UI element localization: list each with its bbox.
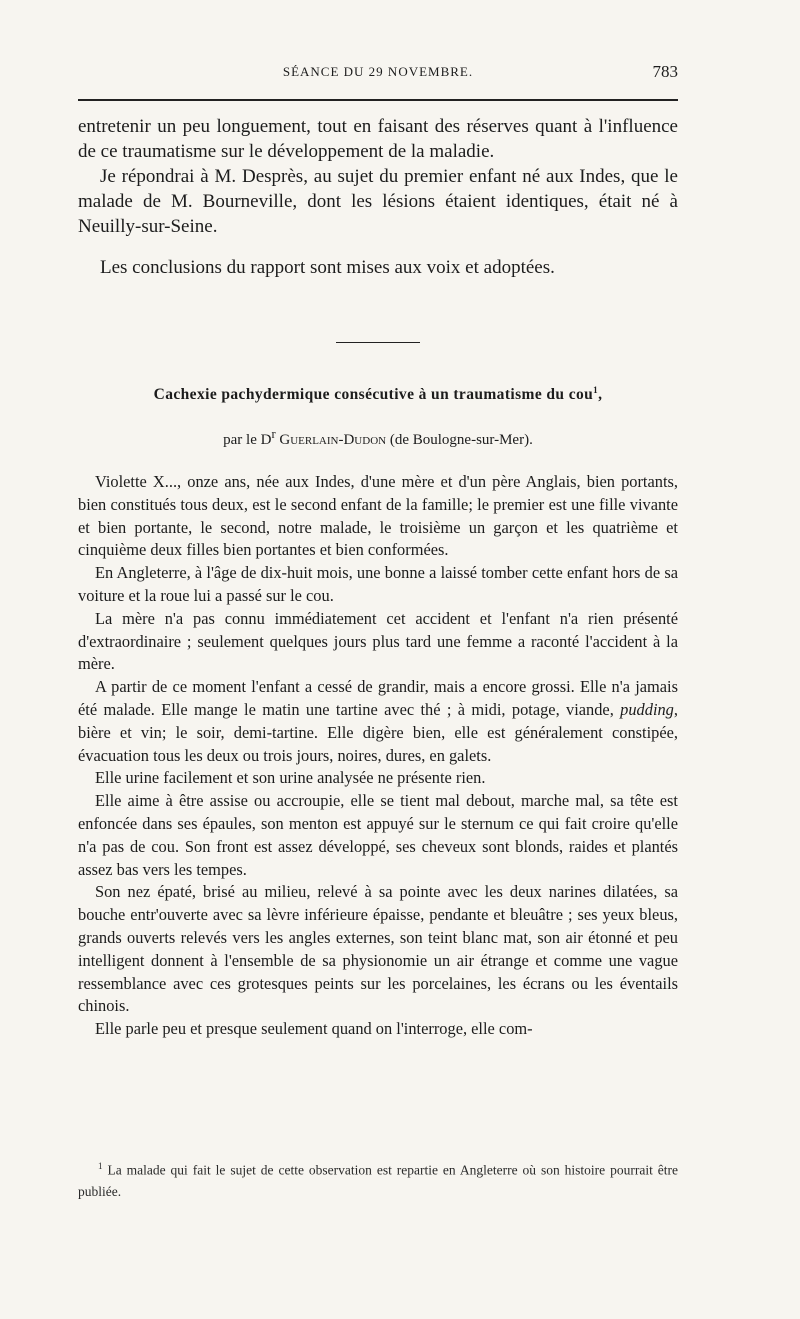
page-number: 783 [652, 62, 678, 81]
footnote [78, 1156, 678, 1202]
article-byline [78, 427, 678, 449]
body-paragraph: Elle urine facilement et son urine analysée ne présente rien. [95, 768, 486, 788]
discussion-continuation [78, 114, 678, 280]
author-name: Guerlain-Dudon [279, 432, 387, 448]
body-paragraph: Elle parle peu et presque seulement quand on l'interroge, elle com- [95, 1019, 533, 1039]
running-header [78, 64, 678, 86]
italic-term: pudding [620, 699, 674, 719]
body-paragraph: Elle aime à être assise ou accroupie, elle se tient mal debout, marche mal, sa tête est enfoncée dans ses épaules, son menton est appuyé sur le sternum ce qui fait croire qu'elle n'a pas de cou. Son front est assez développé, ses cheveux sont blonds, raides et plantés assez bas vers les tempes. [78, 791, 678, 879]
body-paragraph: La mère n'a pas connu immédiatement cet accident et l'enfant n'a rien présenté d'extraordinaire ; seulement quelques jours plus tard une femme a raconté l'accident à la mère. [78, 608, 678, 674]
body-paragraph: Son nez épaté, brisé au milieu, relevé à sa pointe avec les deux narines dilatées, sa bouche entr'ouverte avec sa lèvre inférieure épaisse, pendante et bleuâtre ; ses yeux bleus, grands ouverts relevés vers les angles externes, son teint blanc mat, son air étonné et peu intelligent donnent à l'ensemble de sa physionomie un air étrange et comme une vague ressemblance avec ces grotesques peints sur les porcelaines, les écrans ou les éventails chinois. [78, 882, 678, 1016]
running-title: SÉANCE DU 29 NOVEMBRE. [282, 64, 474, 79]
byline-prefix: par le D [223, 432, 272, 448]
article-title: Cachexie pachydermique consécutive à un traumatisme du cou$^1$, [153, 385, 603, 404]
body-paragraph: En Angleterre, à l'âge de dix-huit mois, une bonne a laissé tomber cette enfant hors de sa voiture et la roue lui a passé sur le cou. [78, 563, 678, 605]
article-body [78, 471, 678, 1041]
section-divider [336, 342, 420, 343]
author-place: (de Boulogne-sur-Mer). [389, 432, 533, 448]
reply-paragraph: Je répondrai à M. Desprès, au sujet du premier enfant né aux Indes, que le malade de M. Bourneville, dont les lésions étaient identiques, était né à Neuilly-sur-Seine. [78, 166, 678, 237]
continuation-paragraph: entretenir un peu longuement, tout en faisant des réserves quant à l'influence de ce traumatisme sur le développement de la maladie. [78, 116, 678, 162]
conclusions-paragraph: Les conclusions du rapport sont mises aux voix et adoptées. [100, 257, 555, 278]
body-paragraph: Violette X..., onze ans, née aux Indes, d'une mère et d'un père Anglais, bien portants, bien constitués tous deux, est le second enfant de la famille; le premier est une fille vivante et bien portante, le second, notre malade, le troisième un garçon et les quatrième et cinquième deux filles bien portantes et bien conformées. [78, 472, 678, 560]
body-paragraph [78, 676, 678, 767]
header-rule [78, 99, 678, 101]
title-footnote-mark: 1 [593, 385, 599, 395]
byline-sup: r [271, 427, 276, 441]
body-text: A partir de ce moment l'enfant a cessé de grandir, mais a encore grossi. Elle n'a jamais été malade. Elle mange le matin une tartine avec thé ; à midi, potage, viande, [78, 677, 678, 719]
footnote-mark: 1 [98, 1161, 103, 1171]
body-text: , bière et vin; le soir, demi-tartine. Elle digère bien, elle est généralement constipée, évacuation tous les deux ou trois jours, noires, dures, en galets. [78, 699, 678, 765]
footnote-text: La malade qui fait le sujet de cette observation est repartie en Angleterre où son histoire pourrait être publiée. [78, 1162, 679, 1199]
article-title-text: Cachexie pachydermique consécutive à un traumatisme du cou [153, 386, 594, 404]
